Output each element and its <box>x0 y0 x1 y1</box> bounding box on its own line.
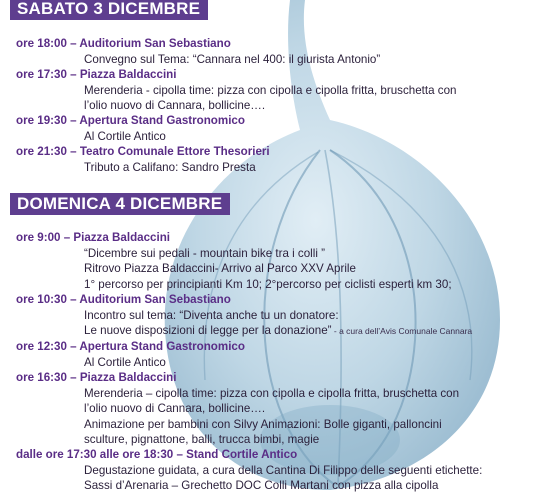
event-detail: Ritrovo Piazza Baldaccini- Arrivo al Parco XXV Aprile <box>84 262 356 276</box>
event-place: Auditorium San Sebastiano <box>79 37 231 50</box>
event-place: Apertura Stand Gastronomico <box>79 114 245 127</box>
event-detail: Tributo a Califano: Sandro Presta <box>84 160 256 174</box>
event-place: Piazza Baldaccini <box>73 231 171 244</box>
event-detail: Merenderia – cipolla time: pizza con cipolla e cipolla fritta, bruschetta con <box>84 386 460 400</box>
day-header-domenica: DOMENICA 4 DICEMBRE <box>10 193 230 215</box>
event-entry <box>16 447 536 494</box>
event-entry <box>16 67 536 114</box>
event-time: ore 16:30 <box>16 371 67 384</box>
event-entry <box>16 370 536 448</box>
event-time: ore 19:30 <box>16 114 67 127</box>
event-entry <box>16 36 536 67</box>
event-heading: ore 19:30 – Apertura Stand Gastronomico <box>16 114 245 127</box>
event-heading: ore 9:00 – Piazza Baldaccini <box>16 231 171 244</box>
event-detail: Convegno sul Tema: “Cannara nel 400: il giurista Antonio” <box>84 52 381 66</box>
event-detail: Merenderia - cipolla time: pizza con cipolla e cipolla fritta, bruschetta con <box>84 83 457 97</box>
event-entry <box>16 144 536 175</box>
event-time: ore 9:00 <box>16 231 61 244</box>
event-detail: sculture, pignattone, balli, trucca bimbi, magie <box>84 433 320 447</box>
event-heading: ore 16:30 – Piazza Baldaccini <box>16 371 177 384</box>
event-time: ore 17:30 <box>16 68 67 81</box>
event-detail: Incontro sul tema: “Diventa anche tu un donatore: <box>84 308 339 322</box>
event-heading: dalle ore 17:30 alle ore 18:30 – Stand Cortile Antico <box>16 448 298 461</box>
event-detail: 1° percorso per principianti Km 10; 2°percorso per ciclisti esperti km 30; <box>84 277 452 291</box>
event-detail: Sassi d’Arenaria – Grechetto DOC Colli Martani con pizza alla cipolla <box>84 479 439 493</box>
event-detail: l’olio nuovo di Cannara, bollicine…. <box>84 402 266 416</box>
event-heading: ore 12:30 – Apertura Stand Gastronomico <box>16 340 245 353</box>
event-place: Auditorium San Sebastiano <box>79 293 231 306</box>
event-detail: l’olio nuovo di Cannara, bollicine…. <box>84 99 266 113</box>
event-detail: “Dicembre sui pedali - mountain bike tra i colli ” <box>84 246 325 260</box>
event-entry <box>16 292 536 340</box>
event-heading: ore 10:30 – Auditorium San Sebastiano <box>16 293 231 306</box>
event-place: Apertura Stand Gastronomico <box>79 340 245 353</box>
event-entry <box>16 339 536 370</box>
event-heading: ore 21:30 – Teatro Comunale Ettore Thesorieri <box>16 145 270 158</box>
event-heading: ore 17:30 – Piazza Baldaccini <box>16 68 177 81</box>
event-detail-text: Le nuove disposizioni di legge per la donazione” <box>84 324 332 338</box>
event-detail: Al Cortile Antico <box>84 355 166 369</box>
event-place: Teatro Comunale Ettore Thesorieri <box>79 145 270 158</box>
event-heading: ore 18:00 – Auditorium San Sebastiano <box>16 37 231 50</box>
event-time: ore 12:30 <box>16 340 67 353</box>
event-detail <box>16 323 536 340</box>
event-time: ore 21:30 <box>16 145 67 158</box>
day-header-sabato: SABATO 3 DICEMBRE <box>10 0 208 20</box>
event-detail: Al Cortile Antico <box>84 129 166 143</box>
event-place: Piazza Baldaccini <box>79 68 177 81</box>
event-time: dalle ore 17:30 alle ore 18:30 <box>16 448 174 461</box>
event-time: ore 18:00 <box>16 37 67 50</box>
event-entry <box>16 113 536 144</box>
event-time: ore 10:30 <box>16 293 67 306</box>
event-note: - a cura dell’Avis Comunale Cannara <box>331 326 473 337</box>
event-place: Stand Cortile Antico <box>186 448 298 461</box>
event-entry <box>16 230 536 292</box>
event-detail: Animazione per bambini con Silvy Animazioni: Bolle giganti, palloncini <box>84 417 442 431</box>
event-detail: Degustazione guidata, a cura della Cantina Di Filippo delle seguenti etichette: <box>84 463 483 477</box>
event-place: Piazza Baldaccini <box>79 371 177 384</box>
